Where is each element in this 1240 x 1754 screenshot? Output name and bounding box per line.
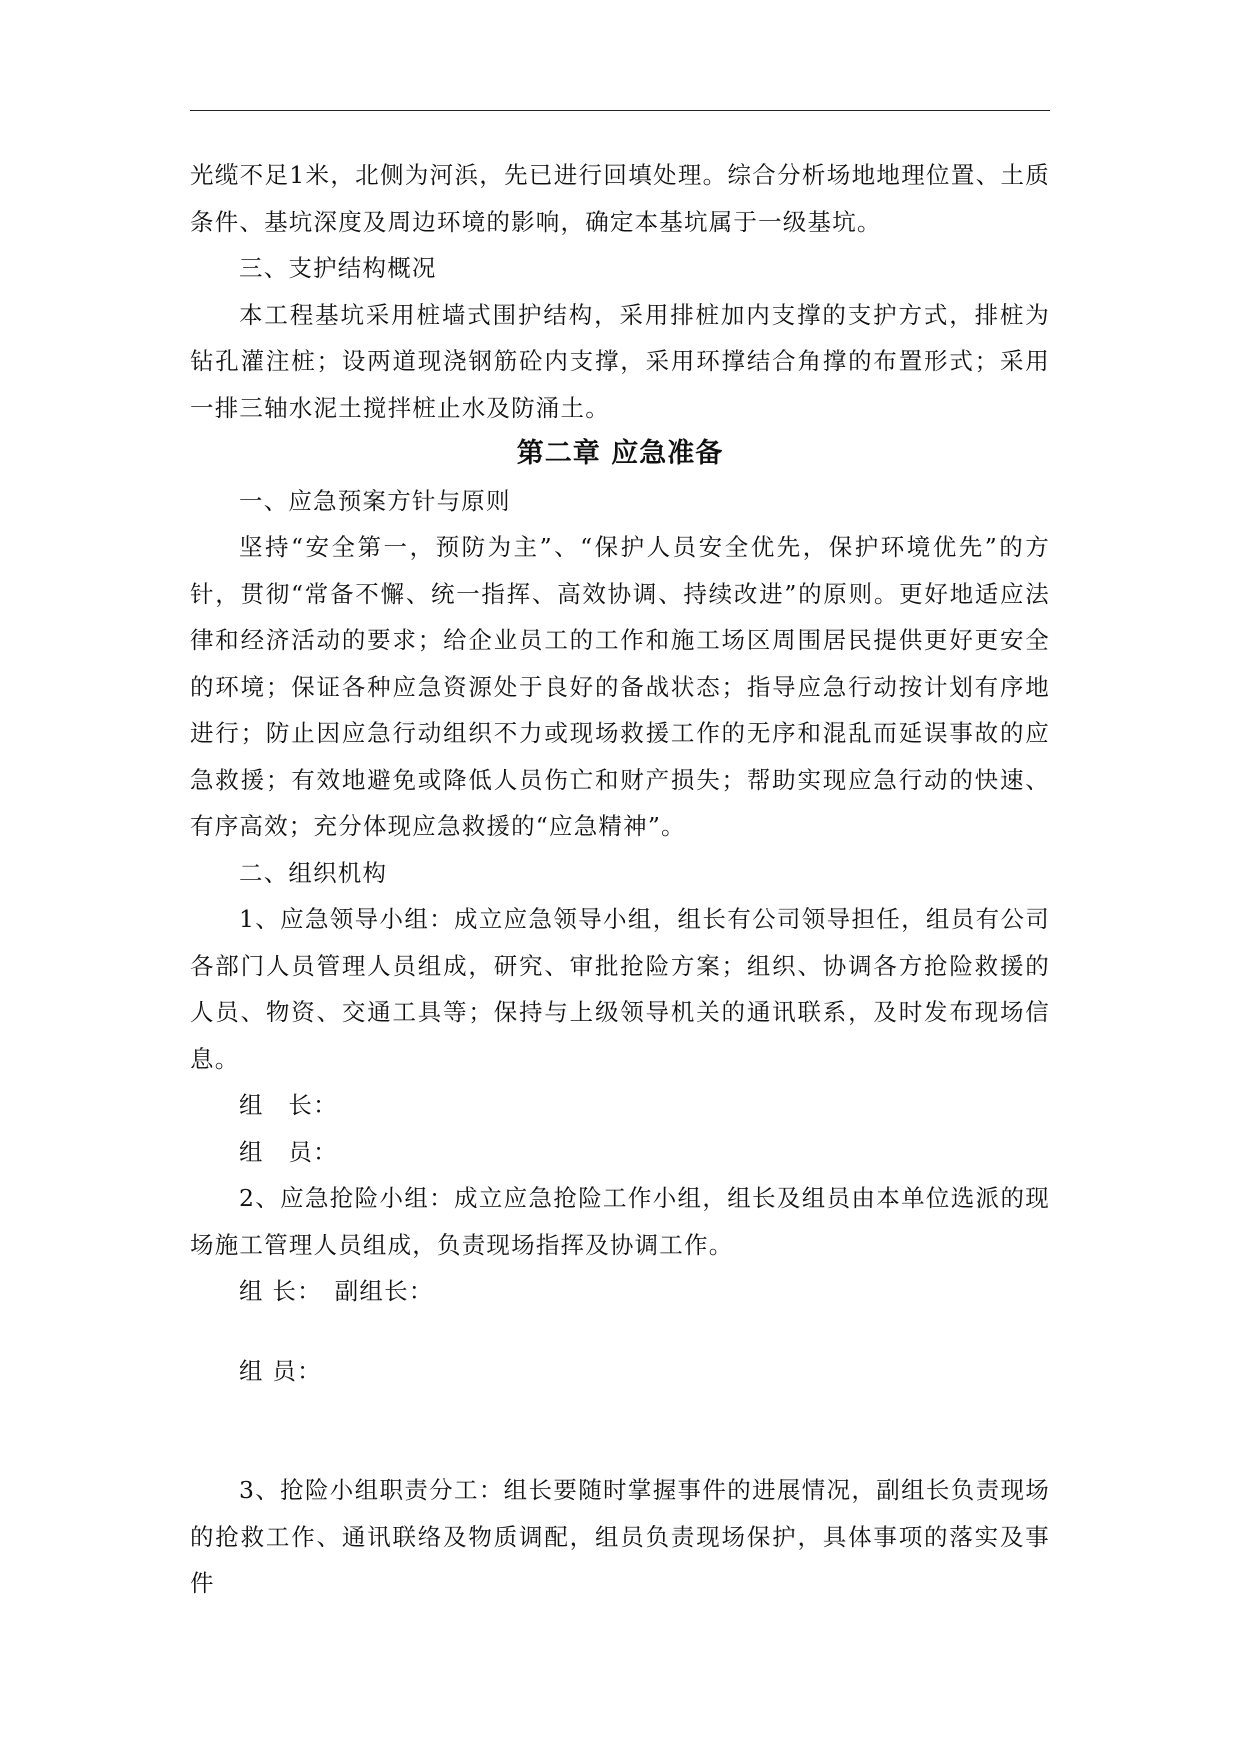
blank-space [190, 1315, 1050, 1348]
chapter-title: 第二章 应急准备 [516, 438, 724, 469]
paragraph-duties: 3、抢险小组职责分工：组长要随时掌握事件的进展情况，副组长负责现场的抢救工作、通讯联络及物质调配，组员负责现场保护，具体事项的落实及事件 [190, 1476, 1050, 1597]
section-heading-policy: 一、应急预案方针与原则 [239, 486, 511, 515]
paragraph-leadership-group: 1、应急领导小组：成立应急领导小组，组长有公司领导担任，组员有公司各部门人员管理人员组成，研究、审批抢险方案；组织、协调各方抢险救援的人员、物资、交通工具等；保持与上级领导机关的通讯联系，及时发布现场信息。 [190, 905, 1050, 1073]
section-heading-support-structure: 三、支护结构概况 [239, 254, 437, 282]
document-body [190, 152, 1050, 1607]
leader-label-rescue: 组 长： 副组长： [239, 1277, 434, 1305]
paragraph-policy: 坚持“安全第一，预防为主”、“保护人员安全优先，保护环境优先”的方针，贯彻“常备不懈、统一指挥、高效协调、持续改进”的原则。更好地适应法律和经济活动的要求；给企业员工的工作和施工场区周围居民提供更好更安全的环境；保证各种应急资源处于良好的备战状态；指导应急行动按计划有序地进行；防止因应急行动组织不力或现场救援工作的无序和混乱而延误事故的应急救援；有效地避免或降低人员伤亡和财产损失；帮助实现应急行动的快速、有序高效；充分体现应急救援的“应急精神”。 [190, 533, 1050, 840]
paragraph-support-structure: 本工程基坑采用桩墙式围护结构，采用排桩加内支撑的支护方式，排桩为钻孔灌注桩；设两道现浇钢筋砼内支撑，采用环撑结合角撑的布置形式；采用一排三轴水泥土搅拌桩止水及防涌土。 [190, 300, 1050, 422]
member-label-rescue: 组 员： [239, 1356, 322, 1385]
blank-space [190, 1394, 1050, 1467]
section-heading-organization: 二、组织机构 [239, 858, 388, 887]
paragraph-site-summary: 光缆不足1米，北侧为河浜，先已进行回填处理。综合分析场地地理位置、土质条件、基坑深度及周边环境的影响，确定本基坑属于一级基坑。 [190, 161, 1050, 236]
paragraph-rescue-group: 2、应急抢险小组：成立应急抢险工作小组，组长及组员由本单位选派的现场施工管理人员组成，负责现场指挥及协调工作。 [190, 1184, 1050, 1259]
member-label-leadership: 组 员： [239, 1137, 338, 1166]
leader-label-leadership: 组 长： [239, 1091, 338, 1119]
header-rule [190, 110, 1050, 111]
